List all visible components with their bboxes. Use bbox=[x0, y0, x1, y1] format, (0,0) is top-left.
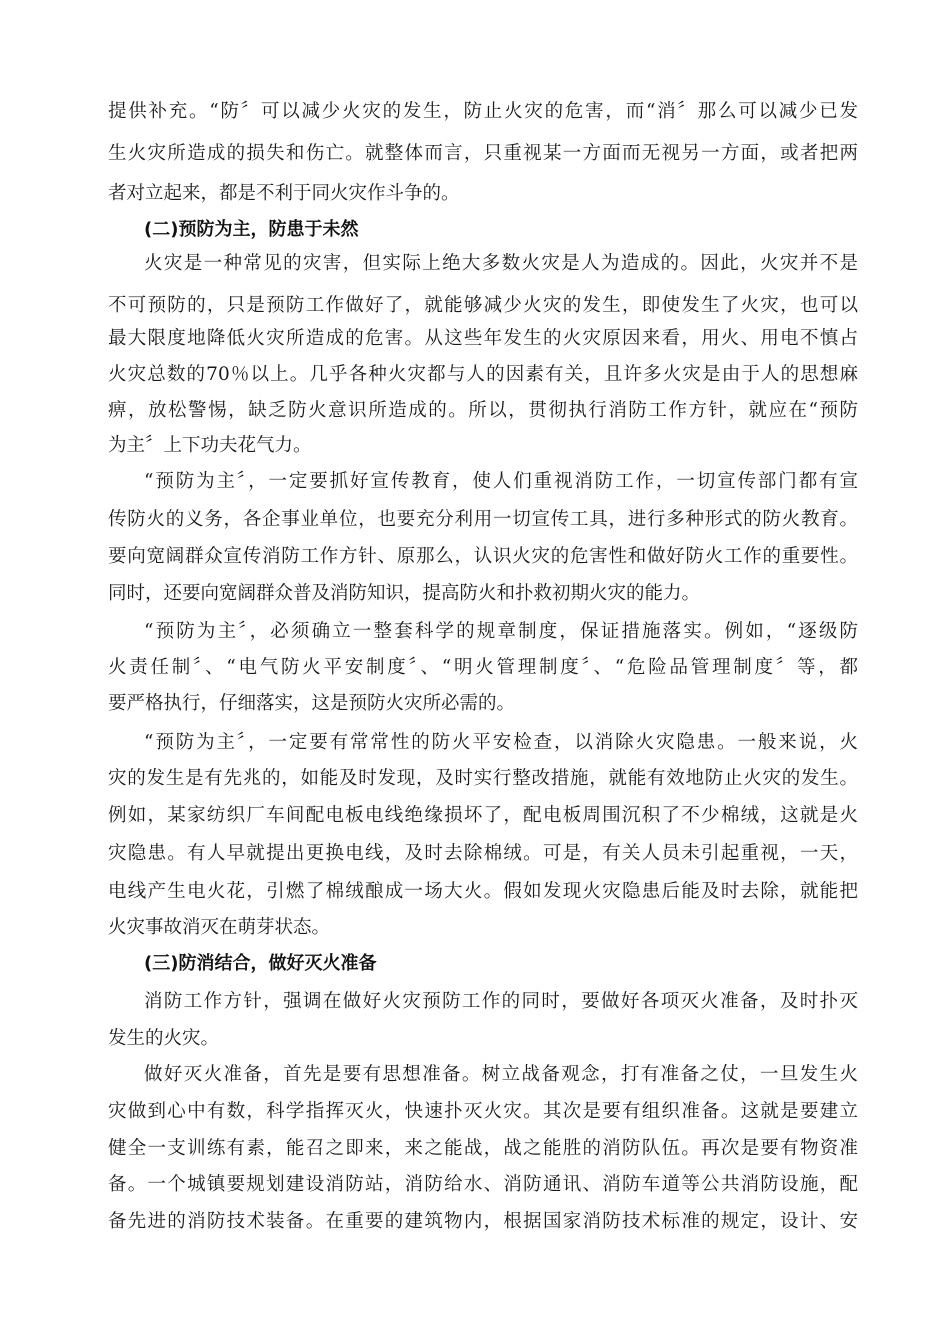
paragraph-line: 最大限度地降低火灾所造成的危害。从这些年发生的火灾原因来看，用火、用电不慎占 bbox=[108, 328, 858, 349]
section-heading: (二)预防为主，防患于未然 bbox=[144, 219, 359, 240]
paragraph-line: 做好灭火准备，首先是要有思想准备。树立战备观念，打有准备之仗，一旦发生火 bbox=[144, 1064, 858, 1085]
paragraph-line: 备。一个城镇要规划建设消防站，消防给水、消防通讯、消防车道等公共消防设施，配 bbox=[108, 1174, 858, 1195]
paragraph-line: 电线产生电火花，引燃了棉绒酿成一场大火。假如发现火灾隐患后能及时去除，就能把 bbox=[108, 881, 858, 902]
paragraph-line: 同时，还要向宽阔群众普及消防知识，提高防火和扑救初期火灾的能力。 bbox=[108, 583, 701, 604]
paragraph-line: 要向宽阔群众宣传消防工作方针、原那么，认识火灾的危害性和做好防火工作的重要性。 bbox=[108, 546, 858, 567]
paragraph-line: 消防工作方针，强调在做好火灾预防工作的同时，要做好各项灭火准备，及时扑灭 bbox=[144, 991, 858, 1012]
paragraph-line: 灾的发生是有先兆的，如能及时发现，及时实行整改措施，就能有效地防止火灾的发生。 bbox=[108, 768, 858, 789]
paragraph-line: “预防为主〞，一定要有常常性的防火平安检查，以消除火灾隐患。一般来说，火 bbox=[144, 732, 858, 753]
paragraph-line: 火灾总数的70％以上。几乎各种火灾都与人的因素有关，且许多火灾是由于人的思想麻 bbox=[108, 364, 858, 385]
paragraph-line: 为主〞上下功夫花气力。 bbox=[108, 435, 312, 456]
paragraph-line: 火灾事故消灭在萌芽状态。 bbox=[108, 917, 331, 938]
paragraph-line: 不可预防的，只是预防工作做好了，就能够减少火灾的发生，即使发生了火灾，也可以 bbox=[108, 295, 858, 316]
paragraph-line: 火灾是一种常见的灾害，但实际上绝大多数火灾是人为造成的。因此，火灾并不是 bbox=[144, 253, 858, 274]
section-heading: (三)防消结合，做好灭火准备 bbox=[144, 953, 377, 974]
paragraph-line: 健全一支训练有素，能召之即来，来之能战，战之能胜的消防队伍。再次是要有物资准 bbox=[108, 1138, 858, 1159]
paragraph-line: 备先进的消防技术装备。在重要的建筑物内，根据国家消防技术标准的规定，设计、安 bbox=[108, 1211, 858, 1232]
paragraph-line: 提供补充。“防〞可以减少火灾的发生，防止火灾的危害，而“消〞那么可以减少已发 bbox=[108, 101, 858, 122]
paragraph-line: 者对立起来，都是不利于同火灾作斗争的。 bbox=[108, 183, 460, 204]
paragraph-line: 例如，某家纺织厂车间配电板电线绝缘损坏了，配电板周围沉积了不少棉绒，这就是火 bbox=[108, 805, 858, 826]
paragraph-line: 发生的火灾。 bbox=[108, 1028, 220, 1049]
paragraph-line: 灾隐患。有人早就提出更换电线，及时去除棉绒。可是，有关人员未引起重视，一天， bbox=[108, 843, 858, 864]
paragraph-line: 要严格执行，仔细落实，这是预防火灾所必需的。 bbox=[108, 693, 516, 714]
paragraph-line: 火责任制〞、“电气防火平安制度〞、“明火管理制度〞、“危险品管理制度〞等，都 bbox=[108, 657, 858, 678]
paragraph-line: “预防为主〞，必须确立一整套科学的规章制度，保证措施落实。例如，“逐级防 bbox=[144, 621, 858, 642]
paragraph-line: 灾做到心中有数，科学指挥灭火，快速扑灭火灾。其次是要有组织准备。这就是要建立 bbox=[108, 1101, 858, 1122]
paragraph-line: 痹，放松警惕，缺乏防火意识所造成的。所以，贯彻执行消防工作方针，就应在“预防 bbox=[108, 400, 858, 421]
paragraph-line: “预防为主〞，一定要抓好宣传教育，使人们重视消防工作，一切宣传部门都有宣 bbox=[144, 471, 858, 492]
paragraph-line: 传防火的义务，各企事业单位，也要充分利用一切宣传工具，进行多种形式的防火教育。 bbox=[108, 509, 858, 530]
paragraph-line: 生火灾所造成的损失和伤亡。就整体而言，只重视某一方面而无视另一方面，或者把两 bbox=[108, 143, 858, 164]
